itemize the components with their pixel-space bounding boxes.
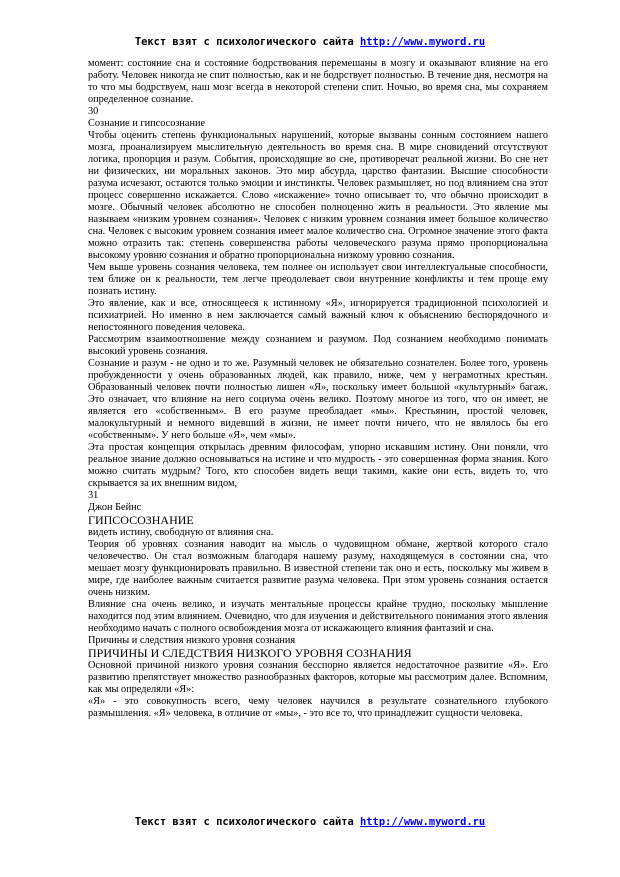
header-text: Текст взят с психологического сайта <box>134 36 361 48</box>
page-header <box>0 36 620 48</box>
paragraph: Чтобы оценить степень функциональных нарушений, которые вызваны сонным состоянием нашего мозга, проанализируем мыслительную деятельность во время сна. В мире сновидений отсутствуют логика, пропорция и разум. События, происходящие во сне, противоречат реальной жизни. Во сне нет ни физических, ни моральных законов. Это мир абсурда, царство фантазии. Высшие способности разума исчезают, остаются только эмоции и инстинкты. Человек размышляет, но под влиянием сна этот процесс совершенно искажается. Слово «искажение» точно описывает то, что обычно происходит в мозге. Обычный человек абсолютно не способен полноценно жить в реальности. Это явление мы называем «низким уровнем сознания». Человек с низким уровнем сознания имеет большое количество сна. Человек с высоким уровнем сознания имеет малое количество сна. Огромное значение этого факта можно отразить так: степень совершенства работы человеческого разума прямо пропорциональна высокому уровню сознания и обратно пропорциональна низкому уровню сознания. <box>88 130 548 261</box>
paragraph: Теория об уровнях сознания наводит на мысль о чудовищном обмане, жертвой которого стало человечество. Он стал возможным благодаря нашему разуму, находящемуся в состоянии сна, что мешает мозгу функционировать правильно. В известной степени так оно и есть, поскольку мы живем в мире, где наиболее важным считается развитие разума человека. При этом уровень сознания остается очень низким. <box>88 539 548 598</box>
paragraph: момент: состояние сна и состояние бодрствования перемешаны в мозгу и оказывают влияние на его работу. Человек никогда не спит полностью, как и не бодрствует полностью. В течение дня, несмотря на то что мы бодрствуем, наш мозг всегда в некоторой степени спит. Ночью, во время сна, мы сохраняем определенное сознание. <box>88 58 548 105</box>
text-line: Джон Бейнс <box>88 502 142 513</box>
text-line: 31 <box>88 490 99 501</box>
text-line: Сознание и гипсосознание <box>88 118 206 129</box>
document-body <box>88 58 548 720</box>
paragraph: Сознание и разум - не одно и то же. Разумный человек не обязательно сознателен. Более того, уровень пробужденности у очень образованных людей, как правило, ниже, чем у неграмотных крестьян. Образованный человек почти полностью лишен «Я», поскольку имеет большой «культурный» багаж. Это означает, что влияние на него социума очень велико. Поэтому многое из того, что он имеет, не является его «собственным». В его разуме преобладает «мы». Крестьянин, простой человек, малокультурный и немного видевший в жизни, не имеет почти ничего, что не являлось бы его «собственным». У него больше «Я», чем «мы». <box>88 358 548 441</box>
section-heading: ПРИЧИНЫ И СЛЕДСТВИЯ НИЗКОГО УРОВНЯ СОЗНАНИЯ <box>88 646 412 660</box>
paragraph: «Я» - это совокупность всего, чему человек научился в результате сознательного глубокого размышления. «Я» человека, в отличие от «мы», - это все то, что принадлежит сущности человека. <box>88 696 548 719</box>
header-site-link[interactable]: http://www.myword.ru <box>360 36 486 48</box>
paragraph: Эта простая концепция открылась древним философам, упорно искавшим истину. Они поняли, что реальное знание должно основываться на истине и что мудрость - это совершенная форма знания. Кого можно считать мудрым? Того, кто способен видеть вещи такими, какие они есть, видеть то, что скрывается за их внешним видом, <box>88 442 548 489</box>
paragraph: Основной причиной низкого уровня сознания бесспорно является недостаточное развитие «Я». Его развитию препятствует множество разнообразных факторов, которые мы рассмотрим далее. Вспомним, как мы определяли «Я»: <box>88 660 548 695</box>
paragraph: Чем выше уровень сознания человека, тем полнее он использует свои интеллектуальные способности, тем ближе он к реальности, тем легче преодолевает свои внутренние конфликты и тем проще ему познать истину. <box>88 262 548 297</box>
paragraph: Это явление, как и все, относящееся к истинному «Я», игнорируется традиционной психологией и психиатрией. Но именно в нем заключается самый важный ключ к объяснению беспорядочного и непостоянного поведения человека. <box>88 298 548 333</box>
paragraph: Влияние сна очень велико, и изучать ментальные процессы крайне трудно, поскольку мышление находится под этим влиянием. Очевидно, что для изучения и действительного понимания этого явления необходимо начать с полного освобождения мозга от искажающего влияния фантазий и сна. <box>88 599 548 634</box>
text-line: Причины и следствия низкого уровня сознания <box>88 635 296 646</box>
text-line: видеть истину, свободную от влияния сна. <box>88 527 274 538</box>
footer-site-link[interactable]: http://www.myword.ru <box>360 816 486 828</box>
section-heading: ГИПСОСОЗНАНИЕ <box>88 513 194 527</box>
paragraph: Рассмотрим взаимоотношение между сознанием и разумом. Под сознанием необходимо понимать высокий уровень сознания. <box>88 334 548 357</box>
footer-text: Текст взят с психологического сайта <box>134 816 361 828</box>
page-footer <box>0 816 620 828</box>
text-line: 30 <box>88 106 99 117</box>
